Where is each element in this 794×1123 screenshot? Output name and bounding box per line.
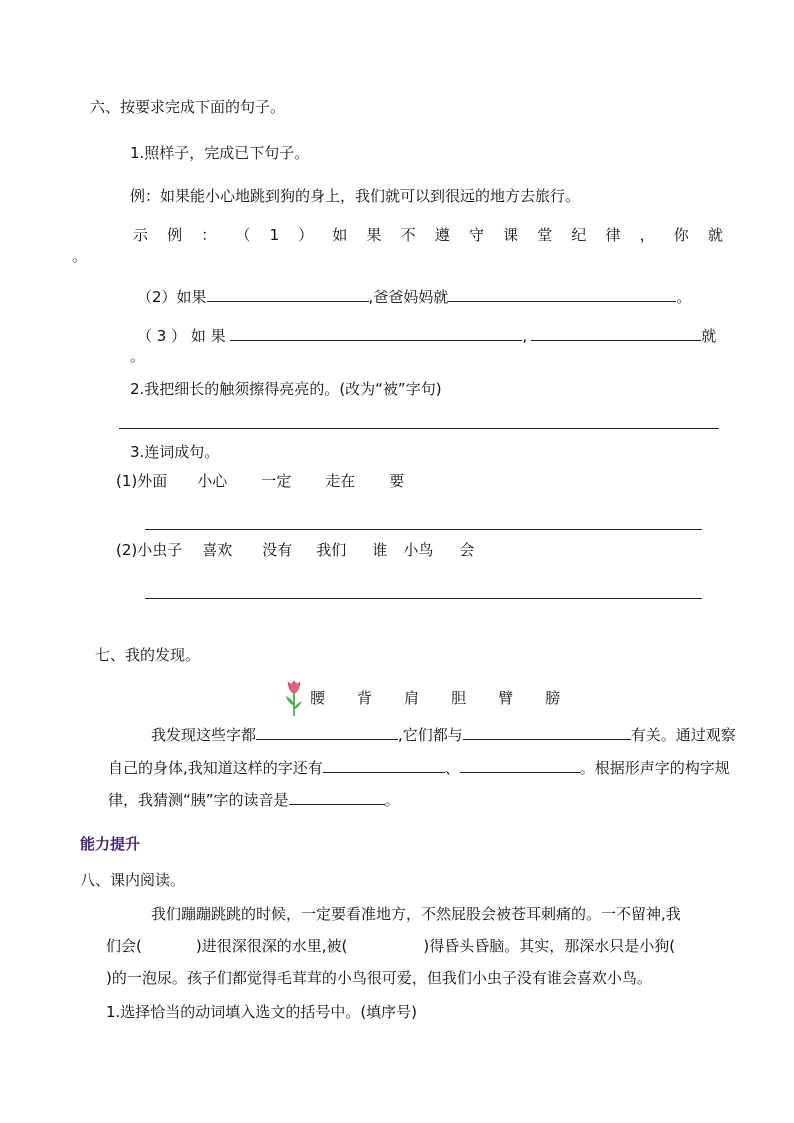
word-item: 谁 (372, 541, 388, 559)
word-item: 我们 (316, 541, 347, 559)
sample-char: 律 (605, 226, 621, 244)
fill-blank[interactable] (463, 723, 631, 740)
s8-q1-label: 1.选择恰当的动词填入选文的括号中。(填序号) (106, 1003, 418, 1021)
passage-text-a: 们会( (106, 937, 142, 955)
sample-char: 就 (707, 226, 723, 244)
passage-text-c: )得昏头昏脑。其实，那深水只是小狗( (423, 937, 676, 955)
p3-text-a: 律，我猜测“胰”字的读音是 (108, 791, 289, 809)
p1-text-a: 我发现这些字都 (151, 726, 257, 744)
word-item: (1)外面 (116, 472, 168, 490)
word-item: 小鸟 (403, 541, 434, 559)
word-item: 小心 (197, 472, 228, 490)
fill-blank[interactable] (256, 723, 398, 740)
character-list (310, 688, 560, 708)
sample-char: 纪 (571, 226, 587, 244)
q1-label: 1.照样子，完成已下句子。 (130, 144, 310, 162)
section7-line-3 (108, 788, 400, 810)
ability-heading: 能力提升 (80, 835, 141, 853)
line3-mid: , (522, 327, 528, 345)
line2-prefix: （2）如果 (137, 288, 207, 306)
word-item: 喜欢 (202, 541, 233, 559)
sample-char: 示 (133, 226, 149, 244)
section7-line-2 (108, 756, 730, 778)
word-item: 膀 (545, 689, 561, 707)
fill-blank[interactable] (230, 324, 522, 341)
word-item: 胆 (451, 689, 467, 707)
fill-blank[interactable] (448, 285, 676, 302)
word-item: 肩 (404, 689, 420, 707)
fill-blank[interactable] (289, 788, 385, 805)
q2-label: 2.我把细长的触须擦得亮亮的。(改为“被”字句) (130, 380, 442, 398)
sample-char: 例 (167, 226, 183, 244)
fill-blank[interactable] (531, 324, 701, 341)
q3-label: 3.连词成句。 (130, 443, 220, 461)
fill-blank[interactable] (323, 756, 445, 773)
sample-char: 你 (673, 226, 689, 244)
q1-sample-tail: 。 (72, 247, 88, 265)
q3-row-1 (116, 471, 404, 491)
sample-char: 课 (503, 226, 519, 244)
passage-line-2 (106, 936, 675, 956)
sample-char: 不 (400, 226, 416, 244)
passage-line-3: )的一泡尿。孩子们都觉得毛茸茸的小鸟很可爱，但我们小虫子没有谁会喜欢小鸟。 (106, 969, 652, 987)
fill-blank[interactable] (460, 756, 580, 773)
word-item: 要 (389, 472, 405, 490)
q3-row-2 (116, 540, 474, 560)
word-item: 腰 (310, 689, 326, 707)
word-item: 背 (357, 689, 373, 707)
section-8-title: 八、课内阅读。 (80, 871, 186, 889)
word-item: 没有 (262, 541, 293, 559)
p1-text-c: 有关。通过观察 (630, 726, 736, 744)
sample-char: 果 (366, 226, 382, 244)
q1-line-3 (137, 324, 716, 346)
sample-char: ， (639, 226, 655, 244)
line2-end: 。 (676, 288, 692, 306)
word-item: 一定 (261, 472, 292, 490)
p2-text-a: 自己的身体,我知道这样的字还有 (108, 759, 323, 777)
word-item: 臂 (498, 689, 514, 707)
p1-text-b: ,它们都与 (398, 726, 463, 744)
q3-answer-line-2[interactable] (145, 598, 702, 599)
p2-text-b: 、 (444, 759, 460, 777)
p2-text-c: 。根据形声字的构字规 (579, 759, 730, 777)
line3-end: 就 (701, 327, 717, 345)
p3-text-b: 。 (384, 791, 400, 809)
sample-char: 如 (332, 226, 348, 244)
q1-sample-line (133, 225, 723, 245)
sample-char: 遵 (434, 226, 450, 244)
q1-example: 例：如果能小心地跳到狗的身上，我们就可以到很远的地方去旅行。 (130, 187, 581, 205)
sample-char: 守 (468, 226, 484, 244)
line2-mid: ,爸爸妈妈就 (368, 288, 449, 306)
fill-blank[interactable] (207, 285, 369, 302)
q1-line-2 (137, 285, 691, 307)
q1-line3-tail: 。 (130, 347, 146, 365)
section-6-title: 六、按要求完成下面的句子。 (90, 98, 286, 116)
passage-line-1: 我们蹦蹦跳跳的时候，一定要看准地方，不然屁股会被苍耳刺痛的。一不留神,我 (151, 905, 681, 923)
q3-answer-line-1[interactable] (145, 529, 702, 530)
line3-prefix: （ 3 ） 如 果 (137, 327, 226, 345)
q2-answer-line[interactable] (119, 428, 719, 429)
section7-line-1 (151, 723, 736, 745)
passage-text-b: )进很深很深的水里,被( (195, 937, 348, 955)
word-item: 会 (459, 541, 475, 559)
flower-icon (284, 678, 304, 718)
section-7-title: 七、我的发现。 (95, 646, 201, 664)
word-item: 走在 (325, 472, 356, 490)
word-item: (2)小虫子 (116, 541, 183, 559)
sample-char: （ (235, 226, 251, 244)
sample-char: 堂 (537, 226, 553, 244)
sample-char: ： (201, 226, 217, 244)
sample-char: 1 (269, 226, 280, 244)
sample-char: ） (298, 226, 314, 244)
